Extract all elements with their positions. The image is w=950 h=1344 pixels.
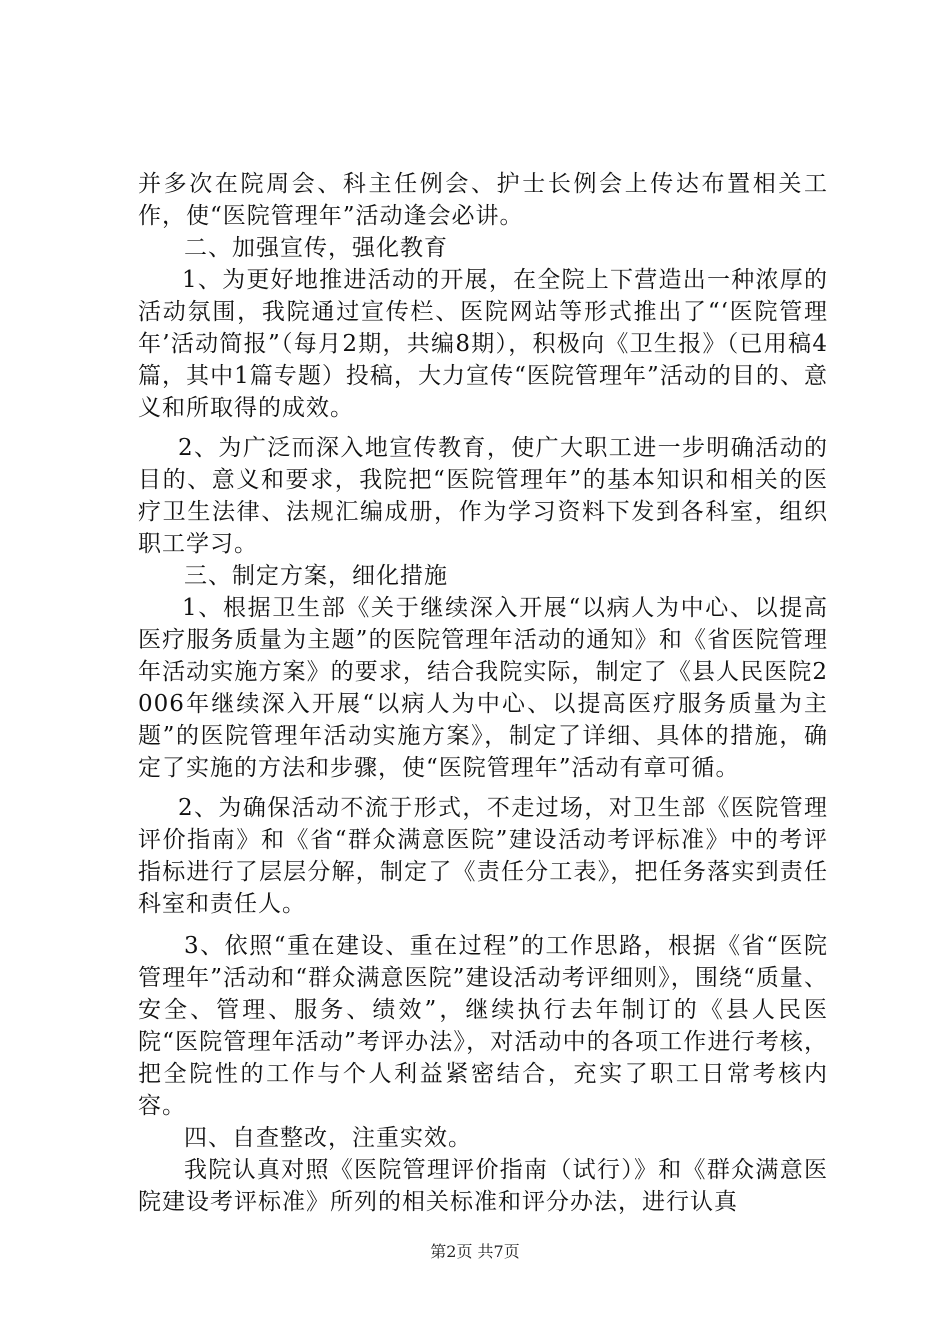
paragraph-self-check: 我院认真对照《医院管理评价指南（试行）》和《群众满意医院建设考评标准》所列的相关标准和评分办法，进行认真 [138,1157,828,1215]
paragraph-publicity-2: 2、为广泛而深入地宣传教育，使广大职工进一步明确活动的目的、意义和要求，我院把“医院管理年”的基本知识和相关的医疗卫生法律、法规汇编成册，作为学习资料下发到各科室，组织职工学习。 [138,435,828,557]
paragraph-plan-3: 3、依照“重在建设、重在过程”的工作思路，根据《省“医院管理年”活动和“群众满意医院”建设活动考评细则》，围绕“质量、安全、管理、服务、绩效”，继续执行去年制订的《县人民医院“医院管理年活动”考评办法》，对活动中的各项工作进行考核，把全院性的工作与个人利益紧密结合，充实了职工日常考核内容。 [138,933,828,1119]
paragraph-continuation: 并多次在院周会、科主任例会、护士长例会上传达布置相关工作，使“医院管理年”活动逢会必讲。 [138,171,828,229]
page-number-footer: 第2页 共7页 [430,1242,520,1261]
paragraph-plan-2: 2、为确保活动不流于形式，不走过场，对卫生部《医院管理评价指南》和《省“群众满意医院”建设活动考评标准》中的考评指标进行了层层分解，制定了《责任分工表》，把任务落实到责任科室和责任人。 [138,795,828,917]
section-heading-4: 四、自查整改，注重实效。 [184,1125,472,1151]
paragraph-publicity-1: 1、为更好地推进活动的开展，在全院上下营造出一种浓厚的活动氛围，我院通过宣传栏、医院网站等形式推出了“‘医院管理年’活动简报”（每月2期，共编8期），积极向《卫生报》（已用稿4篇，其中1篇专题）投稿，大力宣传“医院管理年”活动的目的、意义和所取得的成效。 [138,267,828,421]
document-body [138,168,828,1218]
section-heading-2: 二、加强宣传，强化教育 [184,235,448,261]
section-heading-3: 三、制定方案，细化措施 [184,563,448,589]
paragraph-plan-1: 1、根据卫生部《关于继续深入开展“以病人为中心、以提高医疗服务质量为主题”的医院管理年活动的通知》和《省医院管理年活动实施方案》的要求，结合我院实际，制定了《县人民医院2006年继续深入开展“以病人为中心、以提高医疗服务质量为主题”的医院管理年活动实施方案》，制定了详细、具体的措施，确定了实施的方法和步骤，使“医院管理年”活动有章可循。 [138,595,828,781]
